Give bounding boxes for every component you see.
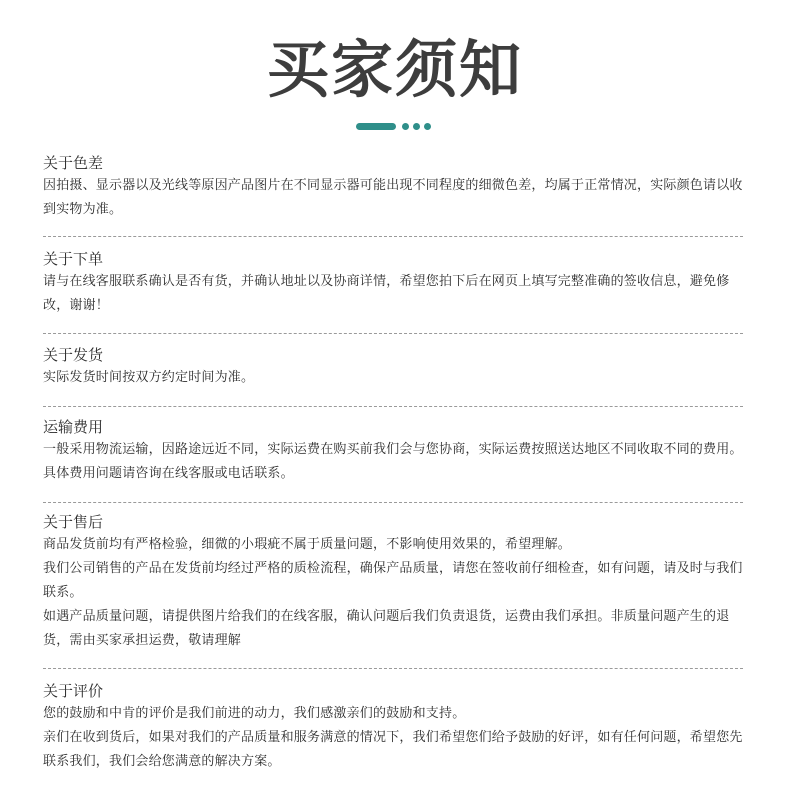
section-heading: 关于色差 (43, 154, 104, 172)
section-paragraph: 您的鼓励和中肯的评价是我们前进的动力，我们感激亲们的鼓励和支持。 (43, 706, 466, 721)
decoration-dot (424, 123, 431, 130)
section-divider (43, 668, 743, 669)
section-divider (43, 406, 743, 407)
section-paragraph: 一般采用物流运输，因路途远近不同，实际运费在购买前我们会与您协商，实际运费按照送达地区不同收取不同的费用。具体费用问题请咨询在线客服或电话联系。 (43, 442, 743, 481)
section-paragraph: 实际发货时间按双方约定时间为准。 (43, 370, 255, 385)
section-heading: 运输费用 (43, 418, 104, 436)
notice-section-reviews (43, 680, 745, 774)
section-paragraph: 我们公司销售的产品在发货前均经过严格的质检流程，确保产品质量，请您在签收前仔细检查，如有问题，请及时与我们联系。 (43, 561, 743, 600)
notice-section-ordering (43, 248, 745, 318)
section-paragraph: 商品发货前均有严格检验，细微的小瑕疵不属于质量问题，不影响使用效果的，希望理解。 (43, 537, 572, 552)
section-divider (43, 502, 743, 503)
section-divider (43, 236, 743, 237)
section-heading: 关于下单 (43, 250, 104, 268)
notice-section-freight-cost (43, 416, 745, 486)
notice-section-color-difference (43, 152, 745, 222)
section-paragraph: 请与在线客服联系确认是否有货，并确认地址以及协商详情，希望您拍下后在网页上填写完整准确的签收信息，避免修改，谢谢！ (43, 274, 730, 313)
section-heading: 关于发货 (43, 346, 104, 364)
section-heading: 关于评价 (43, 682, 104, 700)
decoration-dot (413, 123, 420, 130)
section-heading: 关于售后 (43, 513, 104, 531)
notice-section-after-sales (43, 511, 745, 653)
section-divider (43, 333, 743, 334)
section-paragraph: 因拍摄、显示器以及光线等原因产品图片在不同显示器可能出现不同程度的细微色差，均属于正常情况，实际颜色请以收到实物为准。 (43, 178, 743, 217)
section-paragraph: 亲们在收到货后，如果对我们的产品质量和服务满意的情况下，我们希望您们给予鼓励的好评，如有任何问题，希望您先联系我们，我们会给您满意的解决方案。 (43, 730, 743, 769)
notice-section-shipping (43, 344, 745, 390)
section-paragraph: 如遇产品质量问题，请提供图片给我们的在线客服，确认问题后我们负责退货，运费由我们承担。非质量问题产生的退货，需由买家承担运费，敬请理解 (43, 609, 730, 648)
page-title: 买家须知 (266, 33, 523, 106)
decoration-dot (402, 123, 409, 130)
decoration-bar (356, 123, 396, 130)
